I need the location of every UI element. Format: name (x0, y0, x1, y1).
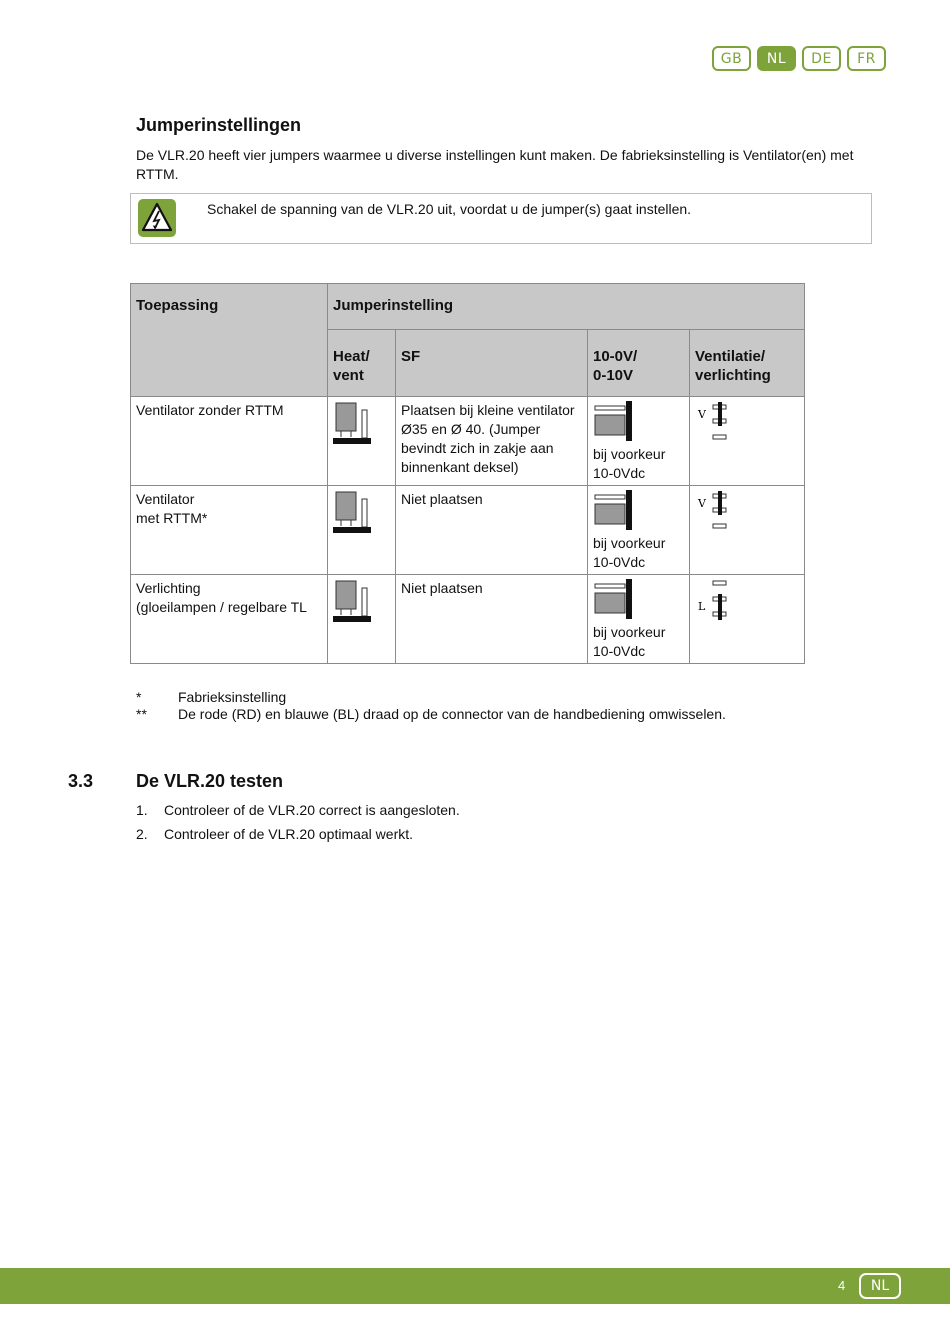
steps-list (136, 802, 460, 850)
lang-tab-nl[interactable]: NL (757, 46, 796, 71)
cell-ventilatie (690, 397, 805, 486)
jumper-heat-vent-icon (333, 579, 373, 623)
vent-label: L (698, 600, 706, 613)
cell-sf: Niet plaatsen (396, 486, 588, 575)
cell-toepassing: Verlichting (gloeilampen / regelbare TL (131, 575, 328, 664)
cell-sf: Niet plaatsen (396, 575, 588, 664)
language-tabs (712, 46, 886, 71)
warning-text: Schakel de spanning van de VLR.20 uit, voordat u de jumper(s) gaat instellen. (207, 201, 692, 217)
table-row (131, 397, 805, 486)
warning-box (130, 193, 872, 244)
high-voltage-warning-icon (138, 199, 176, 237)
footnote (136, 706, 726, 723)
cell-toepassing: Ventilator zonder RTTM (131, 397, 328, 486)
footnote (136, 689, 726, 706)
voorkeur-note: bij voorkeur 10-0Vdc (593, 624, 666, 659)
cell-10v (588, 486, 690, 575)
footnote-mark: ** (136, 706, 147, 722)
cell-sf: Plaatsen bij kleine ventilator Ø35 en Ø 40. (Jumper bevindt zich in zakje aan binnenkant deksel) (396, 397, 588, 486)
footer-lang-badge: NL (859, 1273, 901, 1299)
cell-heat-vent (328, 397, 396, 486)
jumper-10v-icon (593, 579, 637, 621)
table-row (131, 575, 805, 664)
section-number: 3.3 (68, 771, 94, 791)
footnote-mark: * (136, 689, 142, 705)
list-item (136, 826, 460, 850)
cell-heat-vent (328, 486, 396, 575)
step-text: Controleer of de VLR.20 optimaal werkt. (164, 826, 414, 842)
vent-label: V (698, 408, 706, 421)
cell-ventilatie (690, 486, 805, 575)
header-jumperinstelling: Jumperinstelling (328, 284, 805, 330)
jumper-ventilatie-icon (695, 490, 735, 532)
step-text: Controleer of de VLR.20 correct is aangesloten. (164, 802, 460, 818)
cell-10v (588, 575, 690, 664)
lang-tab-gb[interactable]: GB (712, 46, 751, 71)
intro-paragraph: De VLR.20 heeft vier jumpers waarmee u diverse instellingen kunt maken. De fabrieksinstelling is Ventilator(en) met RTTM. (136, 147, 854, 182)
section-title: Jumperinstellingen (136, 115, 302, 135)
voorkeur-note: bij voorkeur 10-0Vdc (593, 446, 666, 481)
header-sf: SF (396, 330, 588, 397)
section-heading: De VLR.20 testen (136, 771, 284, 791)
jumper-heat-vent-icon (333, 401, 373, 445)
cell-heat-vent (328, 575, 396, 664)
cell-ventilatie (690, 575, 805, 664)
cell-10v (588, 397, 690, 486)
jumper-ventilatie-icon (695, 401, 735, 443)
cell-toepassing: Ventilator met RTTM* (131, 486, 328, 575)
jumper-10v-icon (593, 401, 637, 443)
jumper-settings-table (130, 283, 805, 664)
header-ventilatie: Ventilatie/ verlichting (690, 330, 805, 397)
jumper-ventilatie-icon (695, 579, 735, 621)
footnote-text: Fabrieksinstelling (178, 689, 287, 705)
jumper-10v-icon (593, 490, 637, 532)
footnotes (136, 689, 726, 723)
header-heat-vent: Heat/ vent (328, 330, 396, 397)
page-number: 4 (838, 1278, 846, 1293)
header-toepassing: Toepassing (131, 284, 328, 397)
step-number: 2. (136, 826, 148, 842)
step-number: 1. (136, 802, 148, 818)
list-item (136, 802, 460, 826)
footnote-text: De rode (RD) en blauwe (BL) draad op de connector van de handbediening omwisselen. (178, 706, 726, 722)
footer-bar (0, 1268, 950, 1304)
voorkeur-note: bij voorkeur 10-0Vdc (593, 535, 666, 570)
lang-tab-fr[interactable]: FR (847, 46, 886, 71)
header-10v: 10-0V/ 0-10V (588, 330, 690, 397)
table-row (131, 486, 805, 575)
jumper-heat-vent-icon (333, 490, 373, 534)
vent-label: V (698, 497, 706, 510)
lang-tab-de[interactable]: DE (802, 46, 841, 71)
